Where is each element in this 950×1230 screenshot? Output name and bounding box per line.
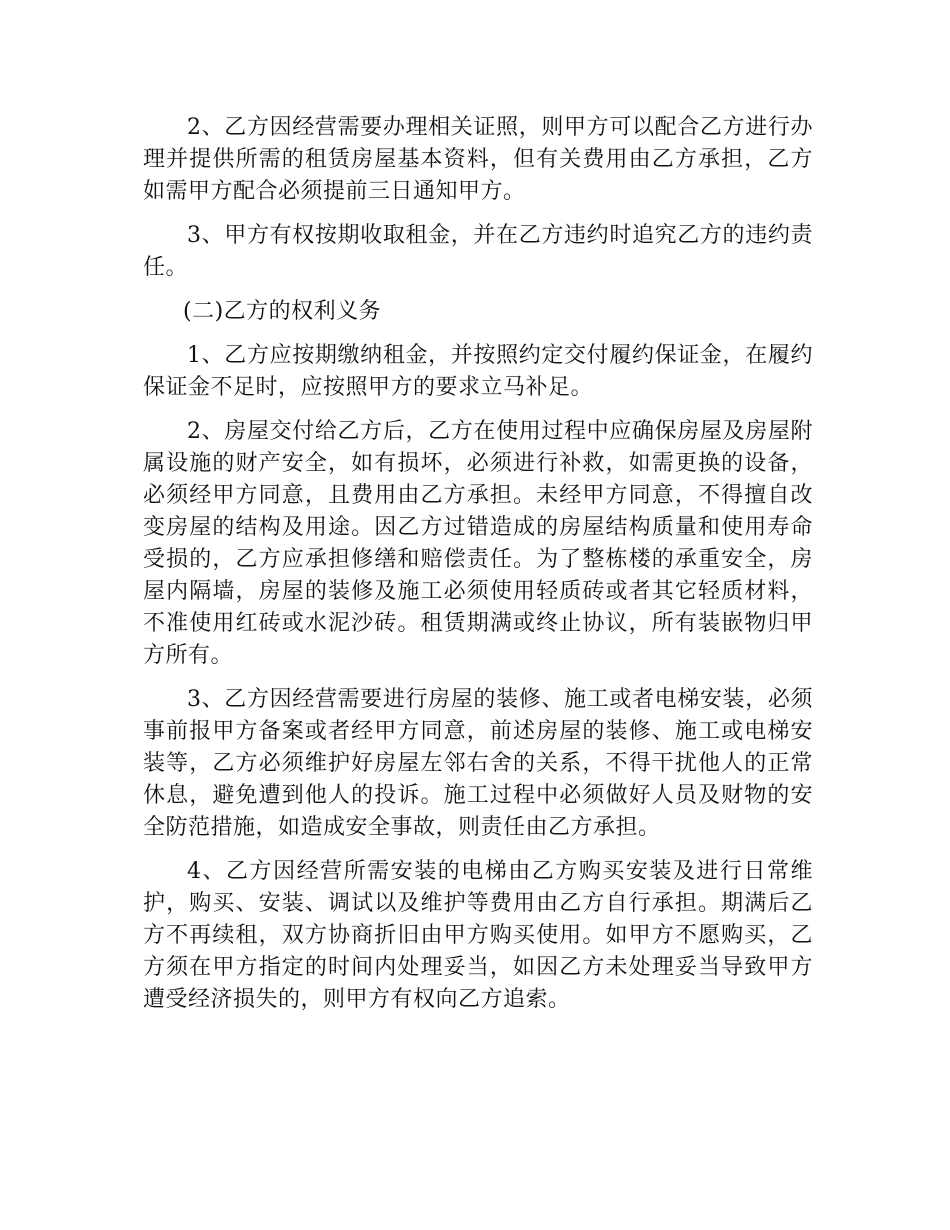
paragraph-tenant-3: 3、乙方因经营需要进行房屋的装修、施工或者电梯安装，必须事前报甲方备案或者经甲方同意，前述房屋的装修、施工或电梯安装等，乙方必须维护好房屋左邻右舍的关系，不得干扰他人的正常休息，避免遭到他人的投诉。施工过程中必须做好人员及财物的安全防范措施，如造成安全事故，则责任由乙方承担。 [143,687,813,840]
paragraph-tenant-1: 1、乙方应按期缴纳租金，并按照约定交付履约保证金，在履约保证金不足时，应按照甲方的要求立马补足。 [143,343,813,400]
paragraph-landlord-2: 2、乙方因经营需要办理相关证照，则甲方可以配合乙方进行办理并提供所需的租赁房屋基本资料，但有关费用由乙方承担，乙方如需甲方配合必须提前三日通知甲方。 [143,115,813,204]
paragraph-tenant-2: 2、房屋交付给乙方后，乙方在使用过程中应确保房屋及房屋附属设施的财产安全，如有损坏，必须进行补救，如需更换的设备，必须经甲方同意，且费用由乙方承担。未经甲方同意，不得擅自改变房屋的结构及用途。因乙方过错造成的房屋结构质量和使用寿命受损的，乙方应承担修缮和赔偿责任。为了整栋楼的承重安全，房屋内隔墙，房屋的装修及施工必须使用轻质砖或者其它轻质材料，不准使用红砖或水泥沙砖。租赁期满或终止协议，所有装嵌物归甲方所有。 [143,419,813,668]
paragraph-tenant-4: 4、乙方因经营所需安装的电梯由乙方购买安装及进行日常维护，购买、安装、调试以及维护等费用由乙方自行承担。期满后乙方不再续租，双方协商折旧由甲方购买使用。如甲方不愿购买，乙方须在甲方指定的时间内处理妥当，如因乙方未处理妥当导致甲方遭受经济损失的，则甲方有权向乙方追索。 [143,859,813,1012]
document-body [143,112,813,1028]
paragraph-landlord-3: 3、甲方有权按期收取租金，并在乙方违约时追究乙方的违约责任。 [143,223,813,280]
section-heading-tenant-rights: (二)乙方的权利义务 [183,299,382,324]
